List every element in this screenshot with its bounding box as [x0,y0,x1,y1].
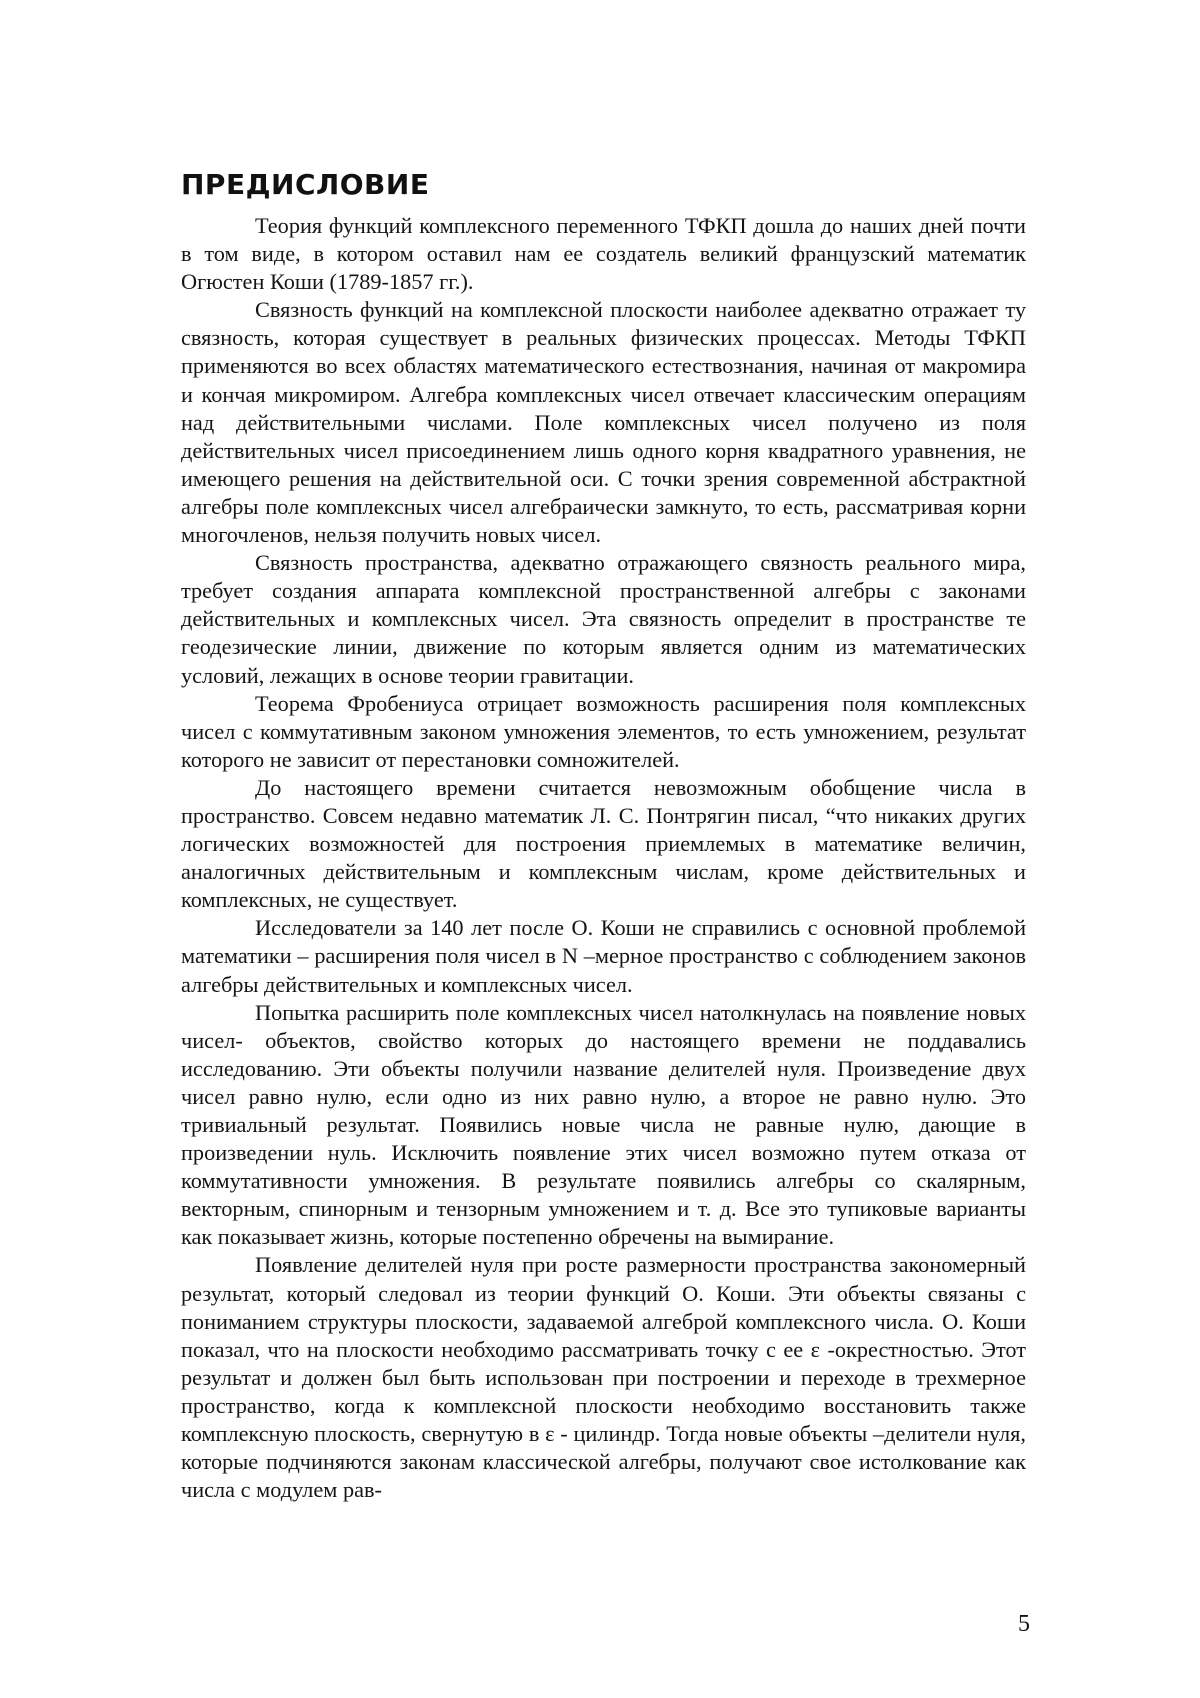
page-title: ПРЕДИСЛОВИЕ [181,168,430,201]
page-number: 5 [1018,1611,1030,1637]
paragraph: Теория функций комплексного переменного ТФКП дошла до наших дней почти в том виде, в котором оставил нам ее создатель великий французский математик Огюстен Коши (1789-1857 гг.). [181,213,1026,295]
paragraph: Связность функций на комплексной плоскости наиболее адекватно отражает ту связность, которая существует в реальных физических процессах. Методы ТФКП применяются во всех областях математического естествознания, начиная от макромира и кончая микромиром. Алгебра комплексных чисел отвечает классическим операциям над действительными числами. Поле комплексных чисел получено из поля действительных чисел присоединением лишь одного корня квадратного уравнения, не имеющего решения на действительной оси. С точки зрения современной абстрактной алгебры поле комплексных чисел алгебраически замкнуто, то есть, рассматривая корни многочленов, нельзя получить новых чисел. [181,297,1026,548]
paragraph: Связность пространства, адекватно отражающего связность реального мира, требует создания аппарата комплексной пространственной алгебры с законами действительных и комплексных чисел. Эта связность определит в пространстве те геодезические линии, движение по которым является одним из математических условий, лежащих в основе теории гравитации. [181,550,1026,688]
paragraph: Исследователи за 140 лет после О. Коши не справились с основной проблемой математики – расширения поля чисел в N –мерное пространство с соблюдением законов алгебры действительных и комплексных чисел. [181,915,1026,997]
paragraph: Появление делителей нуля при росте размерности пространства закономерный результат, который следовал из теории функций О. Коши. Эти объекты связаны с пониманием структуры плоскости, задаваемой алгеброй комплексного числа. О. Коши показал, что на плоскости необходимо рассматривать точку с ее ε -окрестностью. Этот результат и должен был быть использован при построении и переходе в трехмерное пространство, когда к комплексной плоскости необходимо восстановить также комплексную плоскость, свернутую в ε - цилиндр. Тогда новые объекты –делители нуля, которые подчиняются законам классической алгебры, получают свое истолкование как числа с модулем рав- [181,1252,1026,1503]
paragraph: Теорема Фробениуса отрицает возможность расширения поля комплексных чисел с коммутативным законом умножения элементов, то есть умножением, результат которого не зависит от перестановки сомножителей. [181,690,1026,772]
paragraph: До настоящего времени считается невозможным обобщение числа в пространство. Совсем недавно математик Л. С. Понтрягин писал, “что никаких других логических возможностей для построения приемлемых в математике величин, аналогичных действительным и комплексным числам, кроме действительных и комплексных, не существует. [181,774,1026,913]
paragraph: Попытка расширить поле комплексных чисел натолкнулась на появление новых чисел- объектов, свойство которых до настоящего времени не поддавались исследованию. Эти объекты получили название делителей нуля. Произведение двух чисел равно нулю, если одно из них равно нулю, а второе не равно нулю. Это тривиальный результат. Появились новые числа не равные нулю, дающие в произведении нуль. Исключить появление этих чисел возможно путем отказа от коммутативности умножения. В результате появились алгебры со скалярным, векторным, спинорным и тензорным умножением и т. д. Все это тупиковые варианты как показывает жизнь, которые постепенно обречены на вымирание. [181,999,1026,1250]
page-content [181,168,1026,1504]
